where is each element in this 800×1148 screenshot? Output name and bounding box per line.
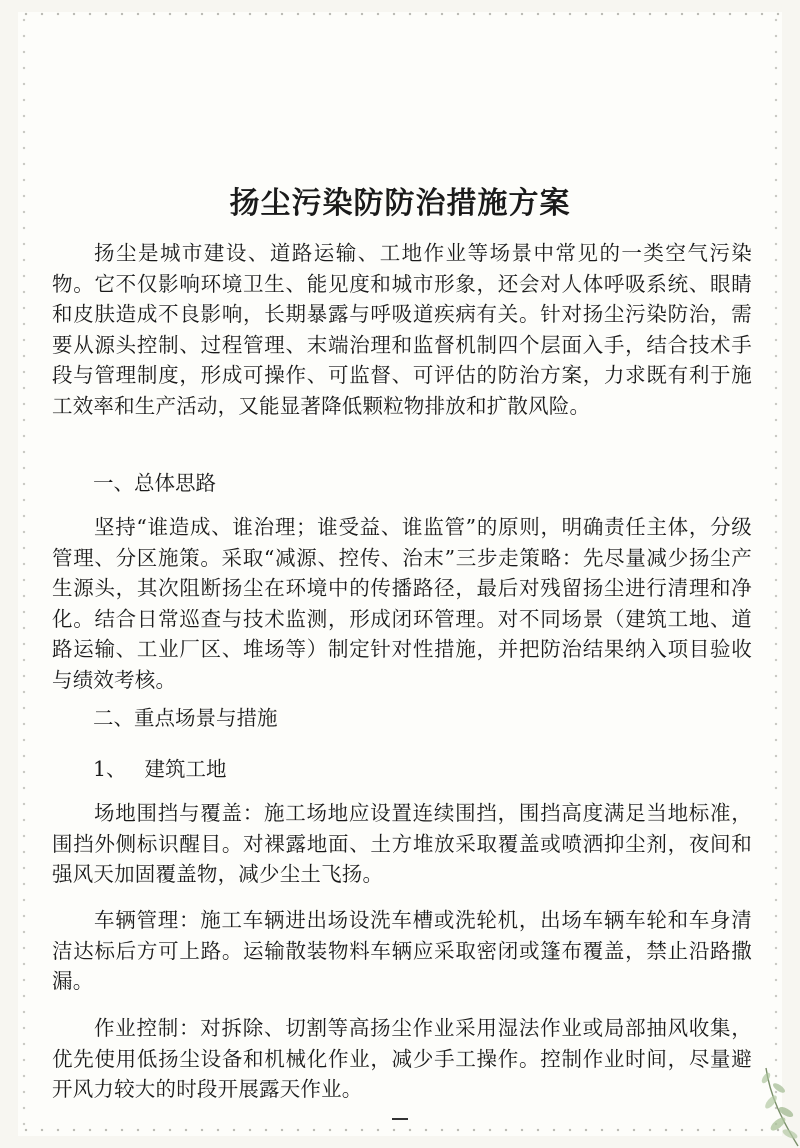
dotted-border-top: [18, 12, 782, 16]
leaf-sprig-icon: [720, 1038, 800, 1148]
paragraph-operation-control: 作业控制：对拆除、切割等高扬尘作业采用湿法作业或局部抽风收集，优先使用低扬尘设备和机械化作业，减少手工操作。控制作业时间，尽量避开风力较大的时段开展露天作业。: [52, 1016, 752, 1101]
dotted-border-right: [774, 12, 778, 1136]
section-overall-body: 坚持“谁造成、谁治理；谁受益、谁监管”的原则，明确责任主体，分级管理、分区施策。采取“减源、控传、治末”三步走策略：先尽量减少扬尘产生源头，其次阻断扬尘在环境中的传播路径，最后对残留扬尘进行清理和净化。结合日常巡查与技术监测，形成闭环管理。对不同场景（建筑工地、道路运输、工业厂区、堆场等）制定针对性措施，并把防治结果纳入项目验收与绩效考核。: [52, 515, 752, 692]
section-heading-overall: 一、总体思路: [93, 471, 216, 495]
paragraph-site-enclosure: 场地围挡与覆盖：施工场地应设置连续围挡，围挡高度满足当地标准，围挡外侧标识醒目。对裸露地面、土方堆放采取覆盖或喷洒抑尘剂，夜间和强风天加固覆盖物，减少尘土飞扬。: [52, 801, 752, 886]
intro-paragraph: 扬尘是城市建设、道路运输、工地作业等场景中常见的一类空气污染物。它不仅影响环境卫生、能见度和城市形象，还会对人体呼吸系统、眼睛和皮肤造成不良影响，长期暴露与呼吸道疾病有关。针对扬尘污染防治，需要从源头控制、过程管理、末端治理和监督机制四个层面入手，结合技术手段与管理制度，形成可操作、可监督、可评估的防治方案，力求既有利于施工效率和生产活动，又能显著降低颗粒物排放和扩散风险。: [52, 241, 752, 418]
section-heading-key-scenes: 二、重点场景与措施: [93, 706, 278, 730]
document-title: 扬尘污染防防治措施方案: [229, 186, 571, 221]
subsection-heading-construction: [52, 754, 752, 784]
page-marker: [392, 1118, 408, 1120]
subsection-number: 1、: [93, 757, 127, 781]
paragraph-vehicle-management: 车辆管理：施工车辆进出场设洗车槽或洗轮机，出场车辆车轮和车身清洁达标后方可上路。运输散装物料车辆应采取密闭或篷布覆盖，禁止沿路撒漏。: [52, 908, 752, 993]
dotted-border-left: [22, 12, 26, 1136]
dotted-border-bottom: [18, 1128, 782, 1132]
subsection-title: 建筑工地: [144, 757, 227, 781]
